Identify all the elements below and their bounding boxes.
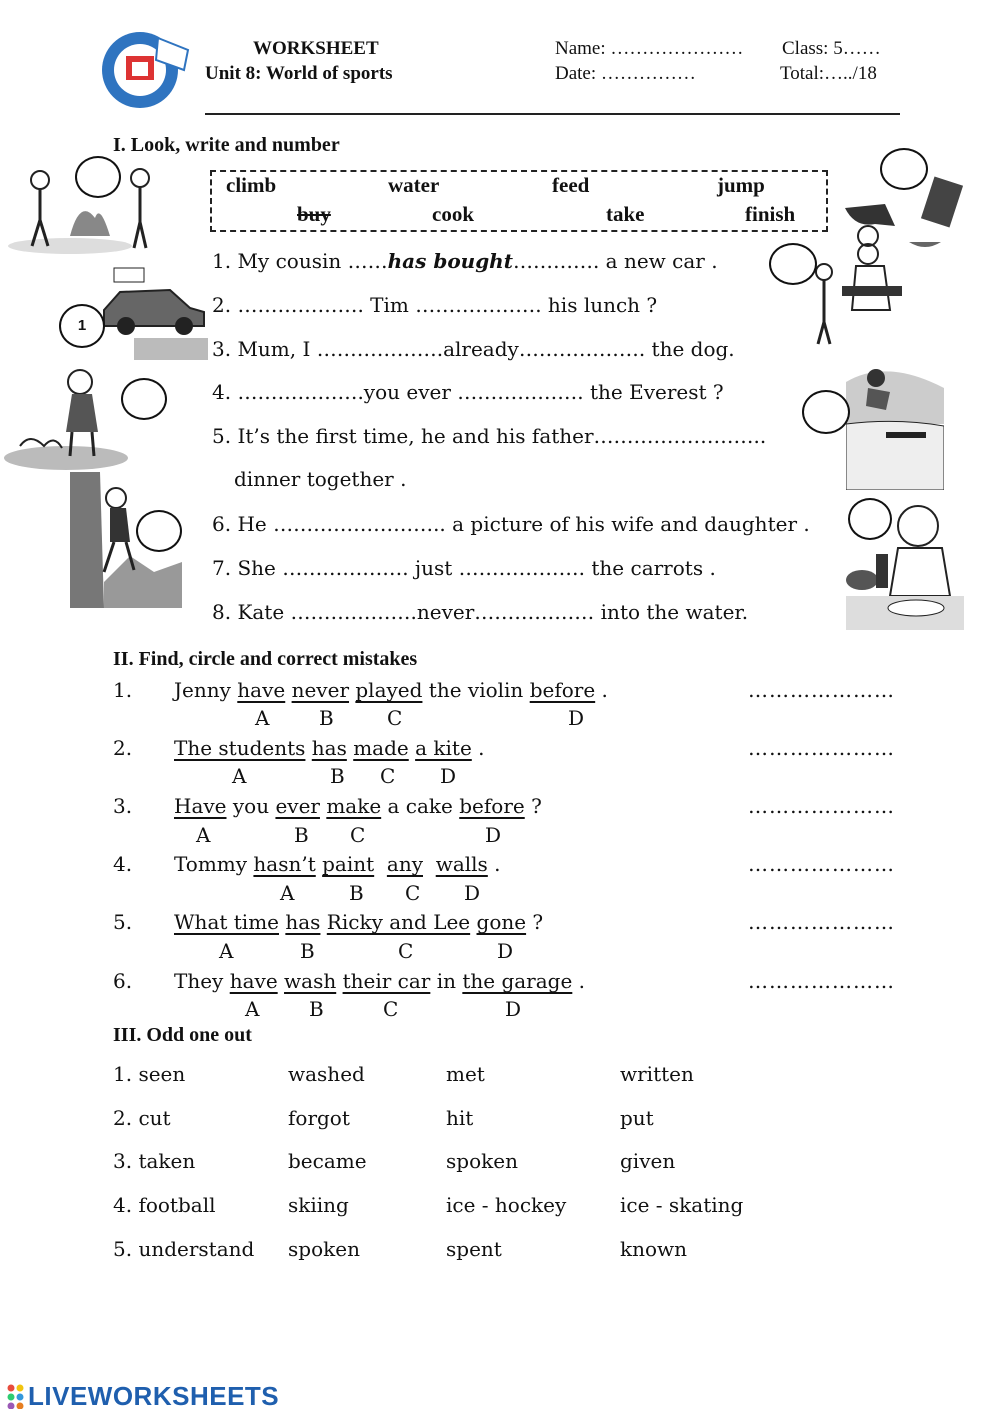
worksheet-title: WORKSHEET (253, 38, 379, 59)
picture-cooking (806, 222, 922, 350)
correction-blank-4[interactable]: ………………… (748, 852, 895, 876)
logo-text (96, 26, 97, 27)
letter-b: B (319, 706, 334, 730)
letter-c: C (398, 939, 414, 963)
option-b[interactable]: has (311, 736, 347, 760)
odd-row-3-word-3[interactable]: spoken (446, 1149, 518, 1173)
letter-c: C (405, 881, 421, 905)
mistake-item-2-number: 2. (113, 736, 133, 760)
letter-c: C (383, 997, 399, 1021)
option-b[interactable]: has (285, 910, 321, 934)
odd-row-5-word-1[interactable]: 5. understand (113, 1237, 255, 1261)
correction-blank-2[interactable]: ………………… (748, 736, 895, 760)
name-field[interactable]: Name: ………………… (555, 38, 744, 59)
picture-car (100, 262, 208, 360)
option-c[interactable]: make (326, 794, 382, 818)
school-logo-graphic (96, 26, 192, 110)
sentence-5[interactable]: 5. It’s the first time, he and his father…………………….. (212, 424, 767, 448)
plain-text: . (595, 678, 608, 702)
odd-row-5-word-2[interactable]: spoken (288, 1237, 360, 1261)
section1-title: I. Look, write and number (113, 134, 340, 156)
letter-c: C (387, 706, 403, 730)
odd-row-5-word-3[interactable]: spent (446, 1237, 502, 1261)
sentence-7[interactable]: 7. She ………………. just ………………. the carrots . (212, 556, 716, 580)
letter-a: A (280, 881, 295, 905)
option-c[interactable]: their car (342, 969, 431, 993)
mistake-item-6-number: 6. (113, 969, 133, 993)
word-cook: cook (432, 202, 474, 226)
letter-b: B (294, 823, 309, 847)
mistake-item-4 (174, 852, 501, 876)
sentence-2[interactable]: 2. ………………. Tim ………………. his lunch ? (212, 293, 658, 317)
odd-row-5-word-4[interactable]: known (620, 1237, 688, 1261)
date-field[interactable]: Date: …………… (555, 63, 696, 84)
class-field[interactable]: Class: 5…… (782, 38, 881, 59)
odd-row-4-word-2[interactable]: skiing (288, 1193, 349, 1217)
letter-c: C (380, 764, 396, 788)
plain-text: ? (526, 910, 544, 934)
option-c[interactable]: any (386, 852, 423, 876)
option-a[interactable]: Have (174, 794, 227, 818)
sentence-1-answer: has bought (387, 249, 513, 273)
section3-title: III. Odd one out (113, 1024, 252, 1046)
mistake-item-4-number: 4. (113, 852, 133, 876)
plain-text: . (487, 852, 501, 876)
odd-row-1-word-2[interactable]: washed (288, 1062, 365, 1086)
mistake-item-2 (174, 736, 485, 760)
letter-d: D (568, 706, 585, 730)
answer-circle-7[interactable] (848, 498, 892, 540)
sentence-3[interactable]: 3. Mum, I ……………….already………………. the dog. (212, 337, 735, 361)
odd-row-1-word-1[interactable]: 1. seen (113, 1062, 186, 1086)
sentence-1-start: 1. My cousin …… (212, 249, 388, 273)
letter-a: A (255, 706, 270, 730)
letter-a: A (245, 997, 260, 1021)
odd-row-1-word-3[interactable]: met (446, 1062, 485, 1086)
word-water: water (388, 173, 440, 197)
plain-text: . (471, 736, 485, 760)
odd-row-4-word-3[interactable]: ice - hockey (446, 1193, 567, 1217)
letter-d: D (464, 881, 481, 905)
letter-b: B (309, 997, 324, 1021)
brand-text: LIVEWORKSHEETS (28, 1380, 280, 1411)
plain-text (423, 852, 436, 876)
option-b[interactable]: paint (322, 852, 375, 876)
option-d[interactable]: walls (435, 852, 488, 876)
option-d[interactable]: a kite (415, 736, 472, 760)
mistake-item-5-number: 5. (113, 910, 133, 934)
option-b[interactable]: ever (275, 794, 320, 818)
picture-diving (846, 362, 944, 490)
correction-blank-1[interactable]: ………………… (748, 678, 895, 702)
odd-row-3-word-2[interactable]: became (288, 1149, 367, 1173)
plain-text: Tommy (174, 852, 254, 876)
letter-d: D (485, 823, 502, 847)
mistake-item-3 (174, 794, 542, 818)
answer-circle-5[interactable] (769, 243, 817, 285)
mistake-item-3-number: 3. (113, 794, 133, 818)
odd-row-3-word-1[interactable]: 3. taken (113, 1149, 196, 1173)
word-feed: feed (552, 173, 590, 197)
odd-row-2-word-4[interactable]: put (620, 1106, 654, 1130)
school-logo (96, 26, 192, 110)
odd-row-3-word-4[interactable]: given (620, 1149, 676, 1173)
plain-text: ? (524, 794, 542, 818)
word-take: take (606, 202, 645, 226)
letter-a: A (219, 939, 234, 963)
plain-text: They (174, 969, 230, 993)
plain-text: you (226, 794, 276, 818)
section2-title: II. Find, circle and correct mistakes (113, 648, 418, 670)
answer-circle-example: 1 (59, 304, 105, 348)
option-d[interactable]: before (459, 794, 525, 818)
mistake-item-6 (174, 969, 585, 993)
letter-b: B (330, 764, 345, 788)
word-jump: jump (717, 173, 765, 197)
option-b[interactable]: never (291, 678, 350, 702)
option-c[interactable]: played (355, 678, 423, 702)
letter-a: A (232, 764, 247, 788)
option-d[interactable]: before (529, 678, 596, 702)
option-c[interactable]: made (353, 736, 409, 760)
odd-row-1-word-4[interactable]: written (620, 1062, 694, 1086)
answer-circle-2[interactable] (121, 378, 167, 420)
option-d[interactable]: the garage (462, 969, 573, 993)
correction-blank-5[interactable]: ………………… (748, 910, 895, 934)
odd-row-2-word-2[interactable]: forgot (288, 1106, 350, 1130)
letter-b: B (300, 939, 315, 963)
sentence-4[interactable]: 4. ……………….you ever ………………. the Everest ? (212, 380, 724, 404)
liveworksheets-logo[interactable] (6, 1381, 279, 1411)
answer-circle-4[interactable] (880, 148, 928, 190)
option-a[interactable]: The students (174, 736, 306, 760)
odd-row-2-word-1[interactable]: 2. cut (113, 1106, 171, 1130)
sentence-5-cont: dinner together . (234, 467, 407, 491)
letter-c: C (350, 823, 366, 847)
plain-text: in (430, 969, 463, 993)
letter-d: D (505, 997, 522, 1021)
option-c[interactable]: Ricky and Lee (326, 910, 471, 934)
sentence-1 (212, 249, 718, 273)
option-a[interactable]: have (229, 969, 278, 993)
unit-title: Unit 8: World of sports (205, 63, 393, 84)
correction-blank-6[interactable]: ………………… (748, 969, 895, 993)
answer-circle-3[interactable] (136, 510, 182, 552)
plain-text: Jenny (174, 678, 238, 702)
option-d[interactable]: gone (476, 910, 527, 934)
option-a[interactable]: What time (174, 910, 279, 934)
mistake-item-5 (174, 910, 543, 934)
plain-text: . (572, 969, 586, 993)
header-divider (205, 113, 900, 115)
word-climb: climb (226, 173, 277, 197)
plain-text: a cake (381, 794, 460, 818)
option-b[interactable]: wash (284, 969, 337, 993)
plain-text (374, 852, 387, 876)
total-field: Total:…../18 (780, 63, 877, 84)
answer-circle-6[interactable] (802, 390, 850, 434)
option-a[interactable]: have (237, 678, 286, 702)
odd-row-4-word-1[interactable]: 4. football (113, 1193, 216, 1217)
mistake-item-1 (174, 678, 608, 702)
answer-circle-1[interactable] (75, 156, 121, 198)
letter-b: B (349, 881, 364, 905)
mistake-item-1-number: 1. (113, 678, 133, 702)
word-finish: finish (745, 202, 796, 226)
sentence-6[interactable]: 6. He …………………….. a picture of his wife and daughter . (212, 512, 810, 536)
correction-blank-3[interactable]: ………………… (748, 794, 895, 818)
odd-row-4-word-4[interactable]: ice - skating (620, 1193, 744, 1217)
plain-text: the violin (422, 678, 530, 702)
letter-d: D (497, 939, 514, 963)
odd-row-2-word-3[interactable]: hit (446, 1106, 474, 1130)
sentence-8[interactable]: 8. Kate ……………….never……………… into the water. (212, 600, 749, 624)
picture-girl-watering (0, 362, 135, 472)
sentence-1-end: …………. a new car . (512, 249, 718, 273)
option-a[interactable]: hasn’t (253, 852, 316, 876)
letter-a: A (196, 823, 211, 847)
word-buy-crossed: buy (297, 202, 331, 226)
letter-d: D (440, 764, 457, 788)
